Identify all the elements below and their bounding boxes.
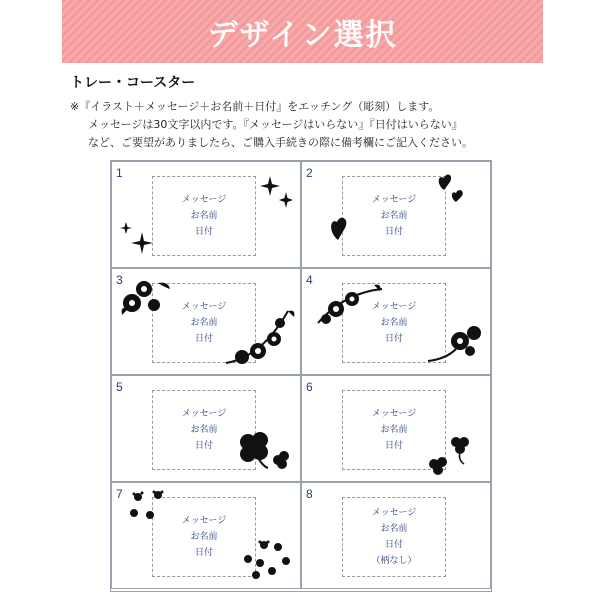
design-grid xyxy=(110,160,492,592)
date-label: 日付 xyxy=(384,540,403,550)
message-label: メッセージ xyxy=(181,516,227,526)
design-option-1[interactable] xyxy=(111,161,301,268)
paw-print-icon xyxy=(238,537,294,581)
intro-line-3: など、ご要望がありましたら、ご購入手続きの際に備考欄にご記入ください。 xyxy=(88,136,473,149)
name-label: お名前 xyxy=(190,318,218,328)
design-option-6[interactable] xyxy=(301,375,491,482)
date-label: 日付 xyxy=(194,441,213,451)
message-label: メッセージ xyxy=(371,508,417,518)
rose-vine-icon xyxy=(222,307,296,367)
name-label: お名前 xyxy=(380,318,408,328)
name-label: お名前 xyxy=(190,211,218,221)
heart-icon xyxy=(436,170,466,204)
design-number: 6 xyxy=(306,380,313,394)
design-option-5[interactable] xyxy=(111,375,301,482)
design-number: 1 xyxy=(116,166,123,180)
clover-icon xyxy=(238,432,292,472)
name-label: お名前 xyxy=(380,211,408,221)
sparkle-icon xyxy=(260,176,294,210)
design-number: 2 xyxy=(306,166,313,180)
message-label: メッセージ xyxy=(371,409,417,419)
design-option-7[interactable] xyxy=(111,482,301,589)
date-label: 日付 xyxy=(384,227,403,237)
date-label: 日付 xyxy=(384,334,403,344)
page-title: デザイン選択 xyxy=(207,17,398,53)
message-area xyxy=(152,176,256,256)
paw-print-icon xyxy=(128,489,174,523)
rose-branch-icon xyxy=(314,283,384,329)
design-option-3[interactable] xyxy=(111,268,301,375)
date-label: 日付 xyxy=(194,227,213,237)
design-number: 7 xyxy=(116,487,123,501)
name-label: お名前 xyxy=(190,532,218,542)
heart-icon xyxy=(328,212,350,242)
name-label: お名前 xyxy=(190,425,218,435)
message-label: メッセージ xyxy=(181,302,227,312)
intro-line-2: メッセージは30文字以内です。『メッセージはいらない』『日付はいらない』 xyxy=(88,118,463,131)
message-label: メッセージ xyxy=(371,302,417,312)
date-label: 日付 xyxy=(194,548,213,558)
design-option-4[interactable] xyxy=(301,268,491,375)
intro-line-1: ※『イラスト＋メッセージ＋お名前＋日付』をエッチング（彫刻）します。 xyxy=(70,100,440,113)
rose-branch-icon xyxy=(426,319,486,365)
design-number: 5 xyxy=(116,380,123,394)
message-label: メッセージ xyxy=(371,195,417,205)
name-label: お名前 xyxy=(380,425,408,435)
design-option-8[interactable] xyxy=(301,482,491,589)
no-pattern-label: （柄なし） xyxy=(371,556,417,566)
design-number: 4 xyxy=(306,273,313,287)
message-area xyxy=(342,176,446,256)
date-label: 日付 xyxy=(384,441,403,451)
design-number: 8 xyxy=(306,487,313,501)
message-area xyxy=(342,497,446,577)
intro-section xyxy=(70,72,540,152)
product-heading: トレー・コースター xyxy=(70,75,196,91)
rose-vine-icon xyxy=(118,275,172,321)
date-label: 日付 xyxy=(194,334,213,344)
design-option-2[interactable] xyxy=(301,161,491,268)
sparkle-icon xyxy=(120,222,154,256)
message-label: メッセージ xyxy=(181,409,227,419)
name-label: お名前 xyxy=(380,524,408,534)
header-banner xyxy=(62,0,543,63)
clover-icon xyxy=(426,434,472,476)
design-number: 3 xyxy=(116,273,123,287)
message-label: メッセージ xyxy=(181,195,227,205)
